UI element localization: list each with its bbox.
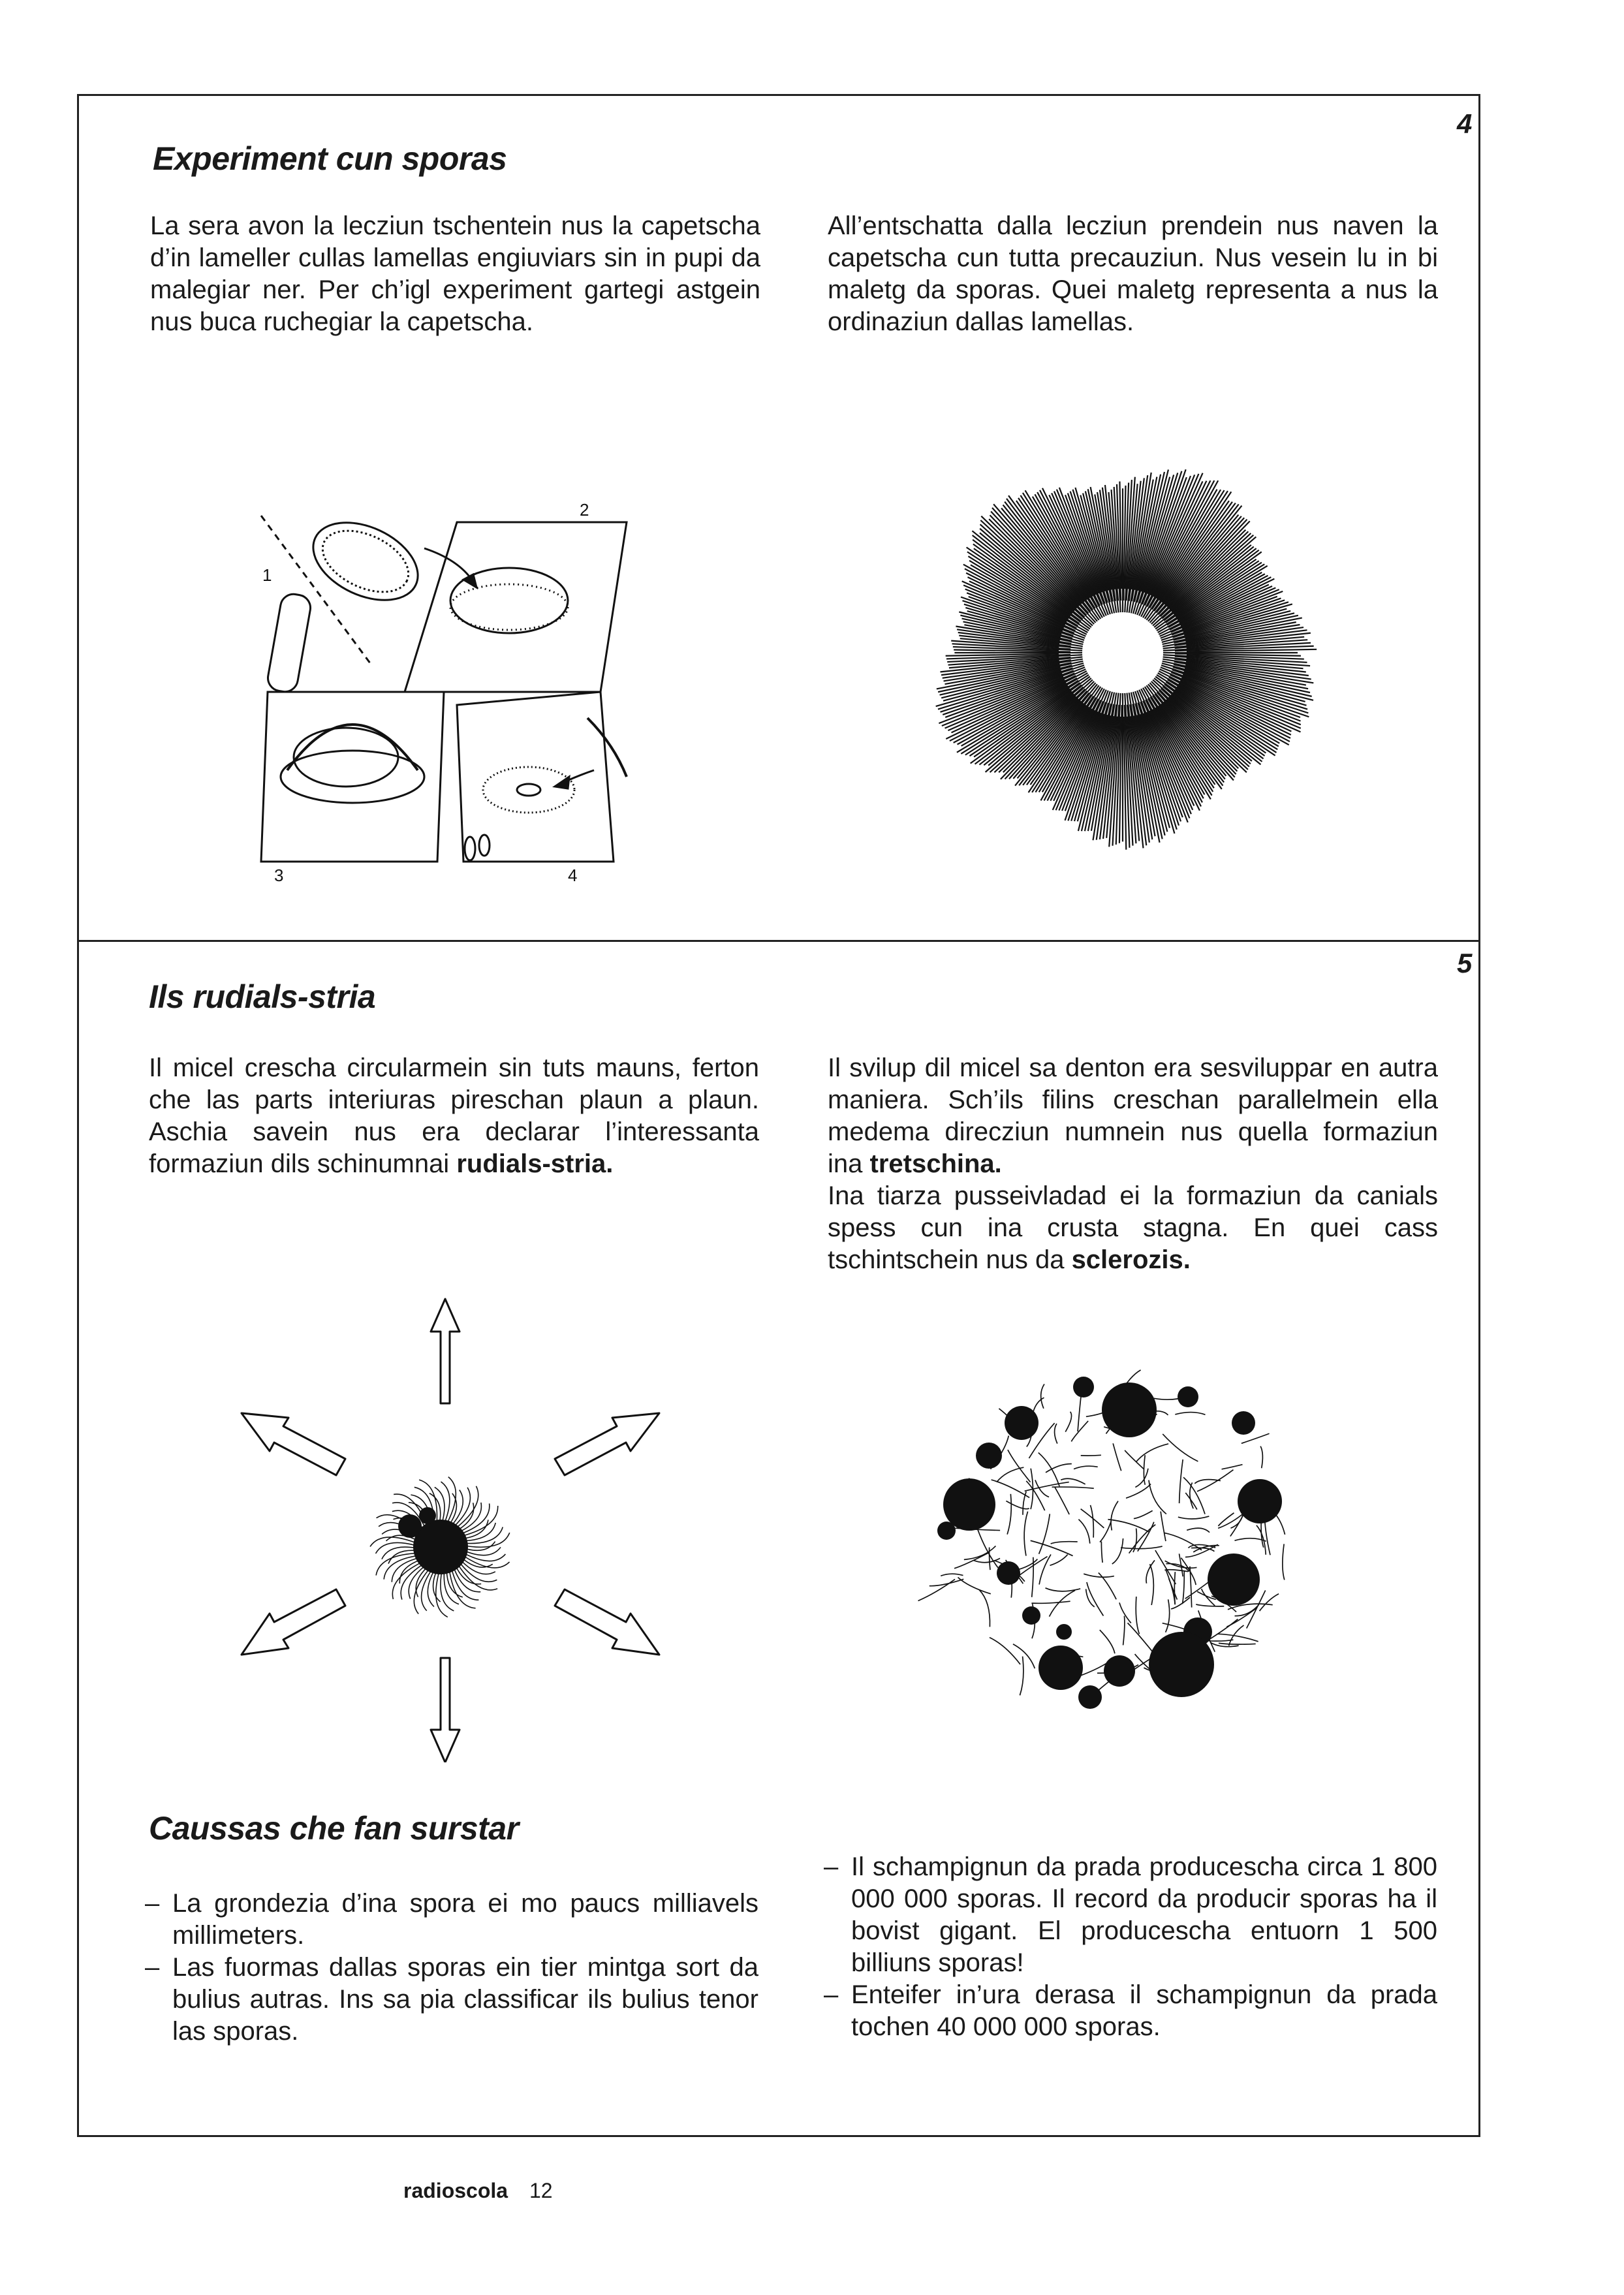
- sclerotia-network-figure: [907, 1358, 1325, 1723]
- rudials-left-text: Il micel crescha circularmein sin tuts mauns, ferton che las parts interiuras pireschan plaun a plaun. Aschia savein nus era declarar l’interessanta formaziun dils schinumnai rudials-stria.: [149, 1054, 759, 1178]
- section-title-rudials-stria: Ils rudials-stria: [149, 978, 376, 1015]
- section-title-caussas: Caussas che fan surstar: [149, 1810, 519, 1847]
- experiment-right-text: All’entschatta dalla lecziun prendein nus naven la capetscha cun tutta precauziun. Nus vesein lu in bi maletg da sporas. Quei maletg representa a nus la ordinaziun dallas lamellas.: [828, 211, 1438, 336]
- rudials-right-text: Il svilup dil micel sa denton era sesviluppar en autra maniera. Sch’ils filins creschan parallelmein ella medema direcziun numnein nus quella formaziun ina tretschina. Ina tiarza pusseivladad ei la formaziun da canials spess cun ina crusta stagna. En quei cass tschintschein nus da sclerozis.: [828, 1054, 1438, 1274]
- spore-print-procedure-figure: [248, 496, 640, 888]
- list-item: – Enteifer in’ura derasa il schampignun da prada tochen 40 000 000 sporas.: [824, 1979, 1437, 2043]
- mycelium-growth-arrows-figure: [209, 1253, 692, 1762]
- page-footer: [403, 2179, 553, 2203]
- section-number-5: 5: [1457, 948, 1473, 978]
- figure-label-2: 2: [580, 500, 589, 520]
- publication-name: radioscola: [403, 2179, 508, 2202]
- figure-label-1: 1: [262, 565, 272, 585]
- caussas-right-list: [824, 1851, 1437, 2043]
- list-item: – La grondezia d’ina spora ei mo paucs milliavels millimeters.: [145, 1888, 758, 1952]
- figure-label-4: 4: [568, 866, 578, 885]
- section-title-experiment: Experiment cun sporas: [153, 140, 507, 177]
- page-number: 12: [529, 2179, 553, 2202]
- spore-print-image: [914, 450, 1332, 868]
- caussas-left-list: [145, 1888, 758, 2048]
- section-divider: [77, 940, 1480, 942]
- experiment-left-text: La sera avon la lecziun tschentein nus la capetscha d’in lameller cullas lamellas engiuviars sin in pupi da malegiar ner. Per ch’igl experiment gartegi astgein nus buca ruchegiar la capetscha.: [150, 211, 760, 336]
- figure-label-3: 3: [274, 866, 284, 885]
- list-item: – Las fuormas dallas sporas ein tier mintga sort da bulius autras. Ins sa pia classificar ils bulius tenor las sporas.: [145, 1952, 758, 2048]
- section-number-4: 4: [1457, 108, 1473, 139]
- list-item: – Il schampignun da prada producescha circa 1 800 000 000 sporas. Il record da producir sporas ha il bovist gigant. El producescha entuorn 1 500 billiuns sporas!: [824, 1851, 1437, 1979]
